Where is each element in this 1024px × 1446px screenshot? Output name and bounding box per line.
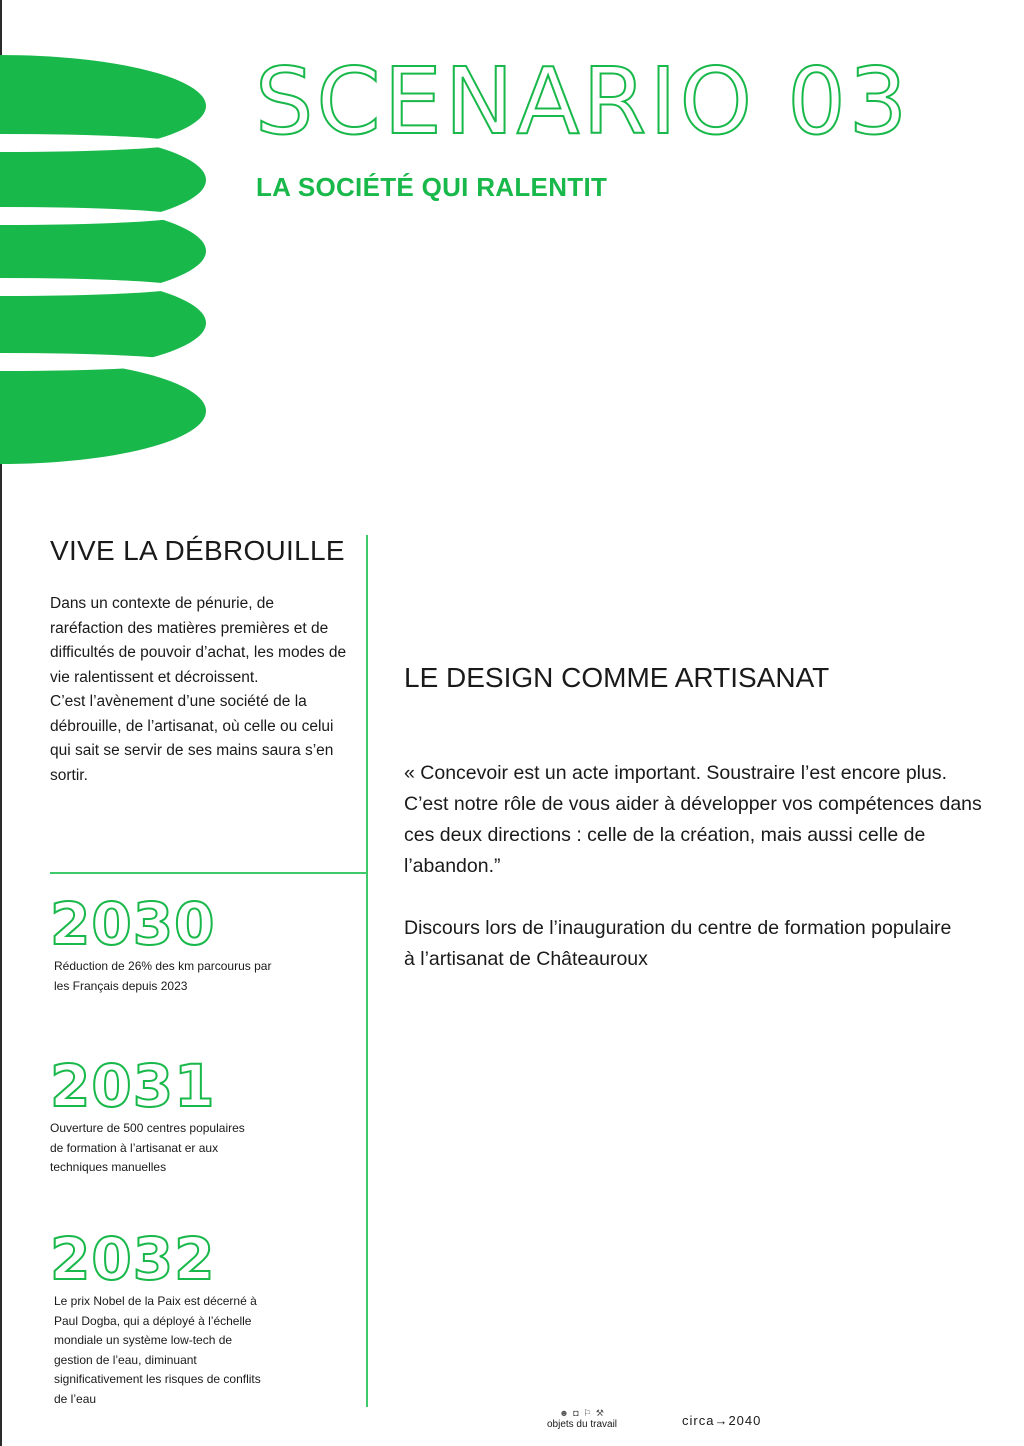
year-2030: 2030 [50, 890, 216, 958]
objets-logo-icon: ☻ ◘ ⚐ ⚒ [559, 1408, 605, 1418]
year-2031-text: Ouverture de 500 centres populaires de formation à l’artisanat er aux techniques manuelles [50, 1121, 245, 1174]
quote-text: « Concevoir est un acte important. Soustraire l’est encore plus. C’est notre rôle de vous aider à développer vos compétences dans ces deux directions : celle de la création, mais aussi celle de l’abandon.” [404, 762, 982, 877]
year-2031: 2031 [50, 1052, 216, 1120]
quote-caption: Discours lors de l’inauguration du centre de formation populaire à l’artisanat de Châteauroux [404, 917, 952, 970]
scenario-title: SCENARIO 03 [255, 48, 911, 155]
year-2030-text: Réduction de 26% des km parcourus par les Français depuis 2023 [54, 959, 272, 993]
logo-circa-2040: circa→2040 [682, 1413, 762, 1428]
green-rings-graphic [0, 40, 210, 465]
year-2032: 2032 [50, 1225, 216, 1293]
section-heading-debrouille: VIVE LA DÉBROUILLE [50, 535, 345, 566]
section-heading-design: LE DESIGN COMME ARTISANAT [404, 662, 830, 693]
horizontal-divider [50, 872, 368, 874]
scenario-subtitle: LA SOCIÉTÉ QUI RALENTIT [256, 172, 608, 202]
vertical-divider [366, 535, 368, 1407]
intro-paragraph: C’est l’avènement d’une société de la débrouille, de l’artisanat, où celle ou celui qui sait se servir de ses mains saura s’en sortir. [50, 693, 334, 784]
year-2032-text: Le prix Nobel de la Paix est décerné à Paul Dogba, qui a déployé à l’échelle mondiale un système low-tech de gestion de l’eau, diminuant significativement les risques de conflits de l’eau [54, 1294, 261, 1406]
intro-text [50, 592, 350, 788]
ring-5 [0, 358, 206, 464]
logo-objets-du-travail [540, 1408, 624, 1431]
intro-paragraph: Dans un contexte de pénurie, de raréfaction des matières premières et de difficultés de pouvoir d’achat, les modes de vie ralentissent et décroissent. [50, 595, 347, 686]
logo-objets-text: objets du travail [546, 1419, 618, 1430]
